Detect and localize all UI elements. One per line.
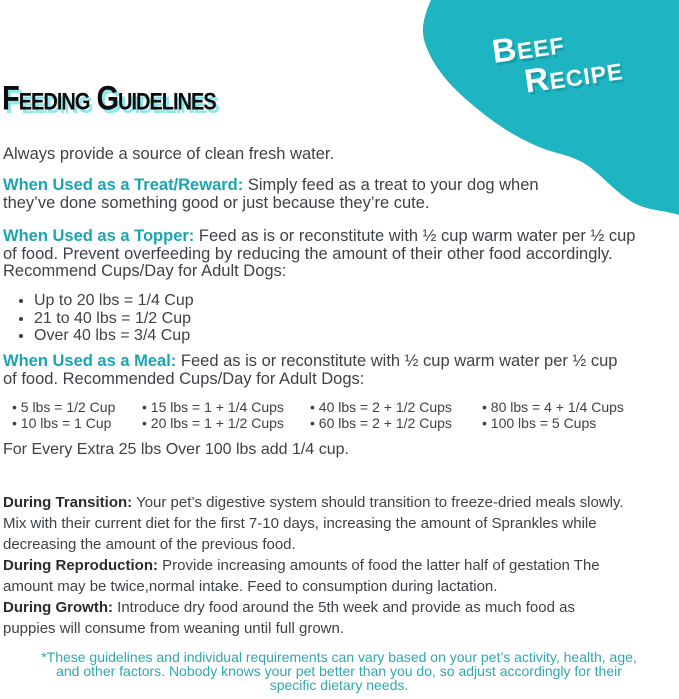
treat-reward-body: Simply feed as a treat to your dog when they’ve done something good or just because they’re cute. [3,176,539,212]
list-item: • 80 lbs = 4 + 1/4 Cups [482,399,624,415]
meal-cups-column-3 [310,399,452,431]
list-item: • 10 lbs = 1 Cup [12,415,115,431]
growth-body: Introduce dry food around the 5th week and provide as much food as puppies will consume from weaning until full grown. [3,599,575,637]
topper-cups-list [16,292,194,345]
growth-heading: During Growth: [3,599,113,616]
meal-body: Feed as is or reconstitute with ½ cup warm water per ½ cup of food. Recommended Cups/Day for Adult Dogs: [3,352,618,388]
meal-cups-column-2 [142,399,284,431]
treat-reward-section [3,177,591,212]
list-item: • 5 lbs = 1/2 Cup [12,399,115,415]
extra-weight-note: For Every Extra 25 lbs Over 100 lbs add 1/4 cup. [3,441,349,458]
intro-text: Always provide a source of clean fresh water. [3,145,335,163]
list-item: • 40 lbs = 2 + 1/2 Cups [310,399,452,415]
list-item: • 100 lbs = 5 Cups [482,415,624,431]
list-item: • 21 to 40 lbs = 1/2 Cup [34,310,194,328]
meal-cups-column-1 [12,399,115,431]
reproduction-body: Provide increasing amounts of food the latter half of gestation The amount may be twice,normal intake. Feed to consumption during lactation. [3,557,600,595]
list-item: • 60 lbs = 2 + 1/2 Cups [310,415,452,431]
transition-section [3,492,635,555]
recipe-badge-line2: Recipe [522,48,626,100]
list-item: • 15 lbs = 1 + 1/4 Cups [142,399,284,415]
meal-cups-column-4 [482,399,624,431]
reproduction-heading: During Reproduction: [3,557,158,574]
disclaimer-footnote: *These guidelines and individual requirements can vary based on your pet’s activity, health, age, and other factors. Nobody knows your pet better than you do, so adjust accordingly for their specific dietary needs. [41,649,637,693]
treat-reward-heading: When Used as a Treat/Reward: [3,176,244,194]
topper-heading: When Used as a Topper: [3,227,195,245]
meal-heading: When Used as a Meal: [3,352,177,370]
page-title: Feeding Guidelines [2,80,216,118]
list-item: • Over 40 lbs = 3/4 Cup [34,327,194,345]
recipe-badge-line1: Beef [489,23,567,70]
list-item: • 20 lbs = 1 + 1/2 Cups [142,415,284,431]
transition-heading: During Transition: [3,494,133,511]
topper-body: Feed as is or reconstitute with ½ cup warm water per ½ cup of food. Prevent overfeeding by reducing the amount of their other food accordingly. Recommend Cups/Day for Adult Dogs: [3,227,636,280]
topper-section [3,228,648,281]
growth-section [3,597,623,639]
reproduction-section [3,555,603,597]
meal-cups-columns [0,399,679,435]
list-item: • Up to 20 lbs = 1/4 Cup [34,292,194,310]
transition-body: Your pet’s digestive system should transition to freeze-dried meals slowly. Mix with their current diet for the first 7-10 days, increasing the amount of Sprankles while decreasing the amount of the previous food. [3,494,624,553]
meal-section [3,353,635,388]
